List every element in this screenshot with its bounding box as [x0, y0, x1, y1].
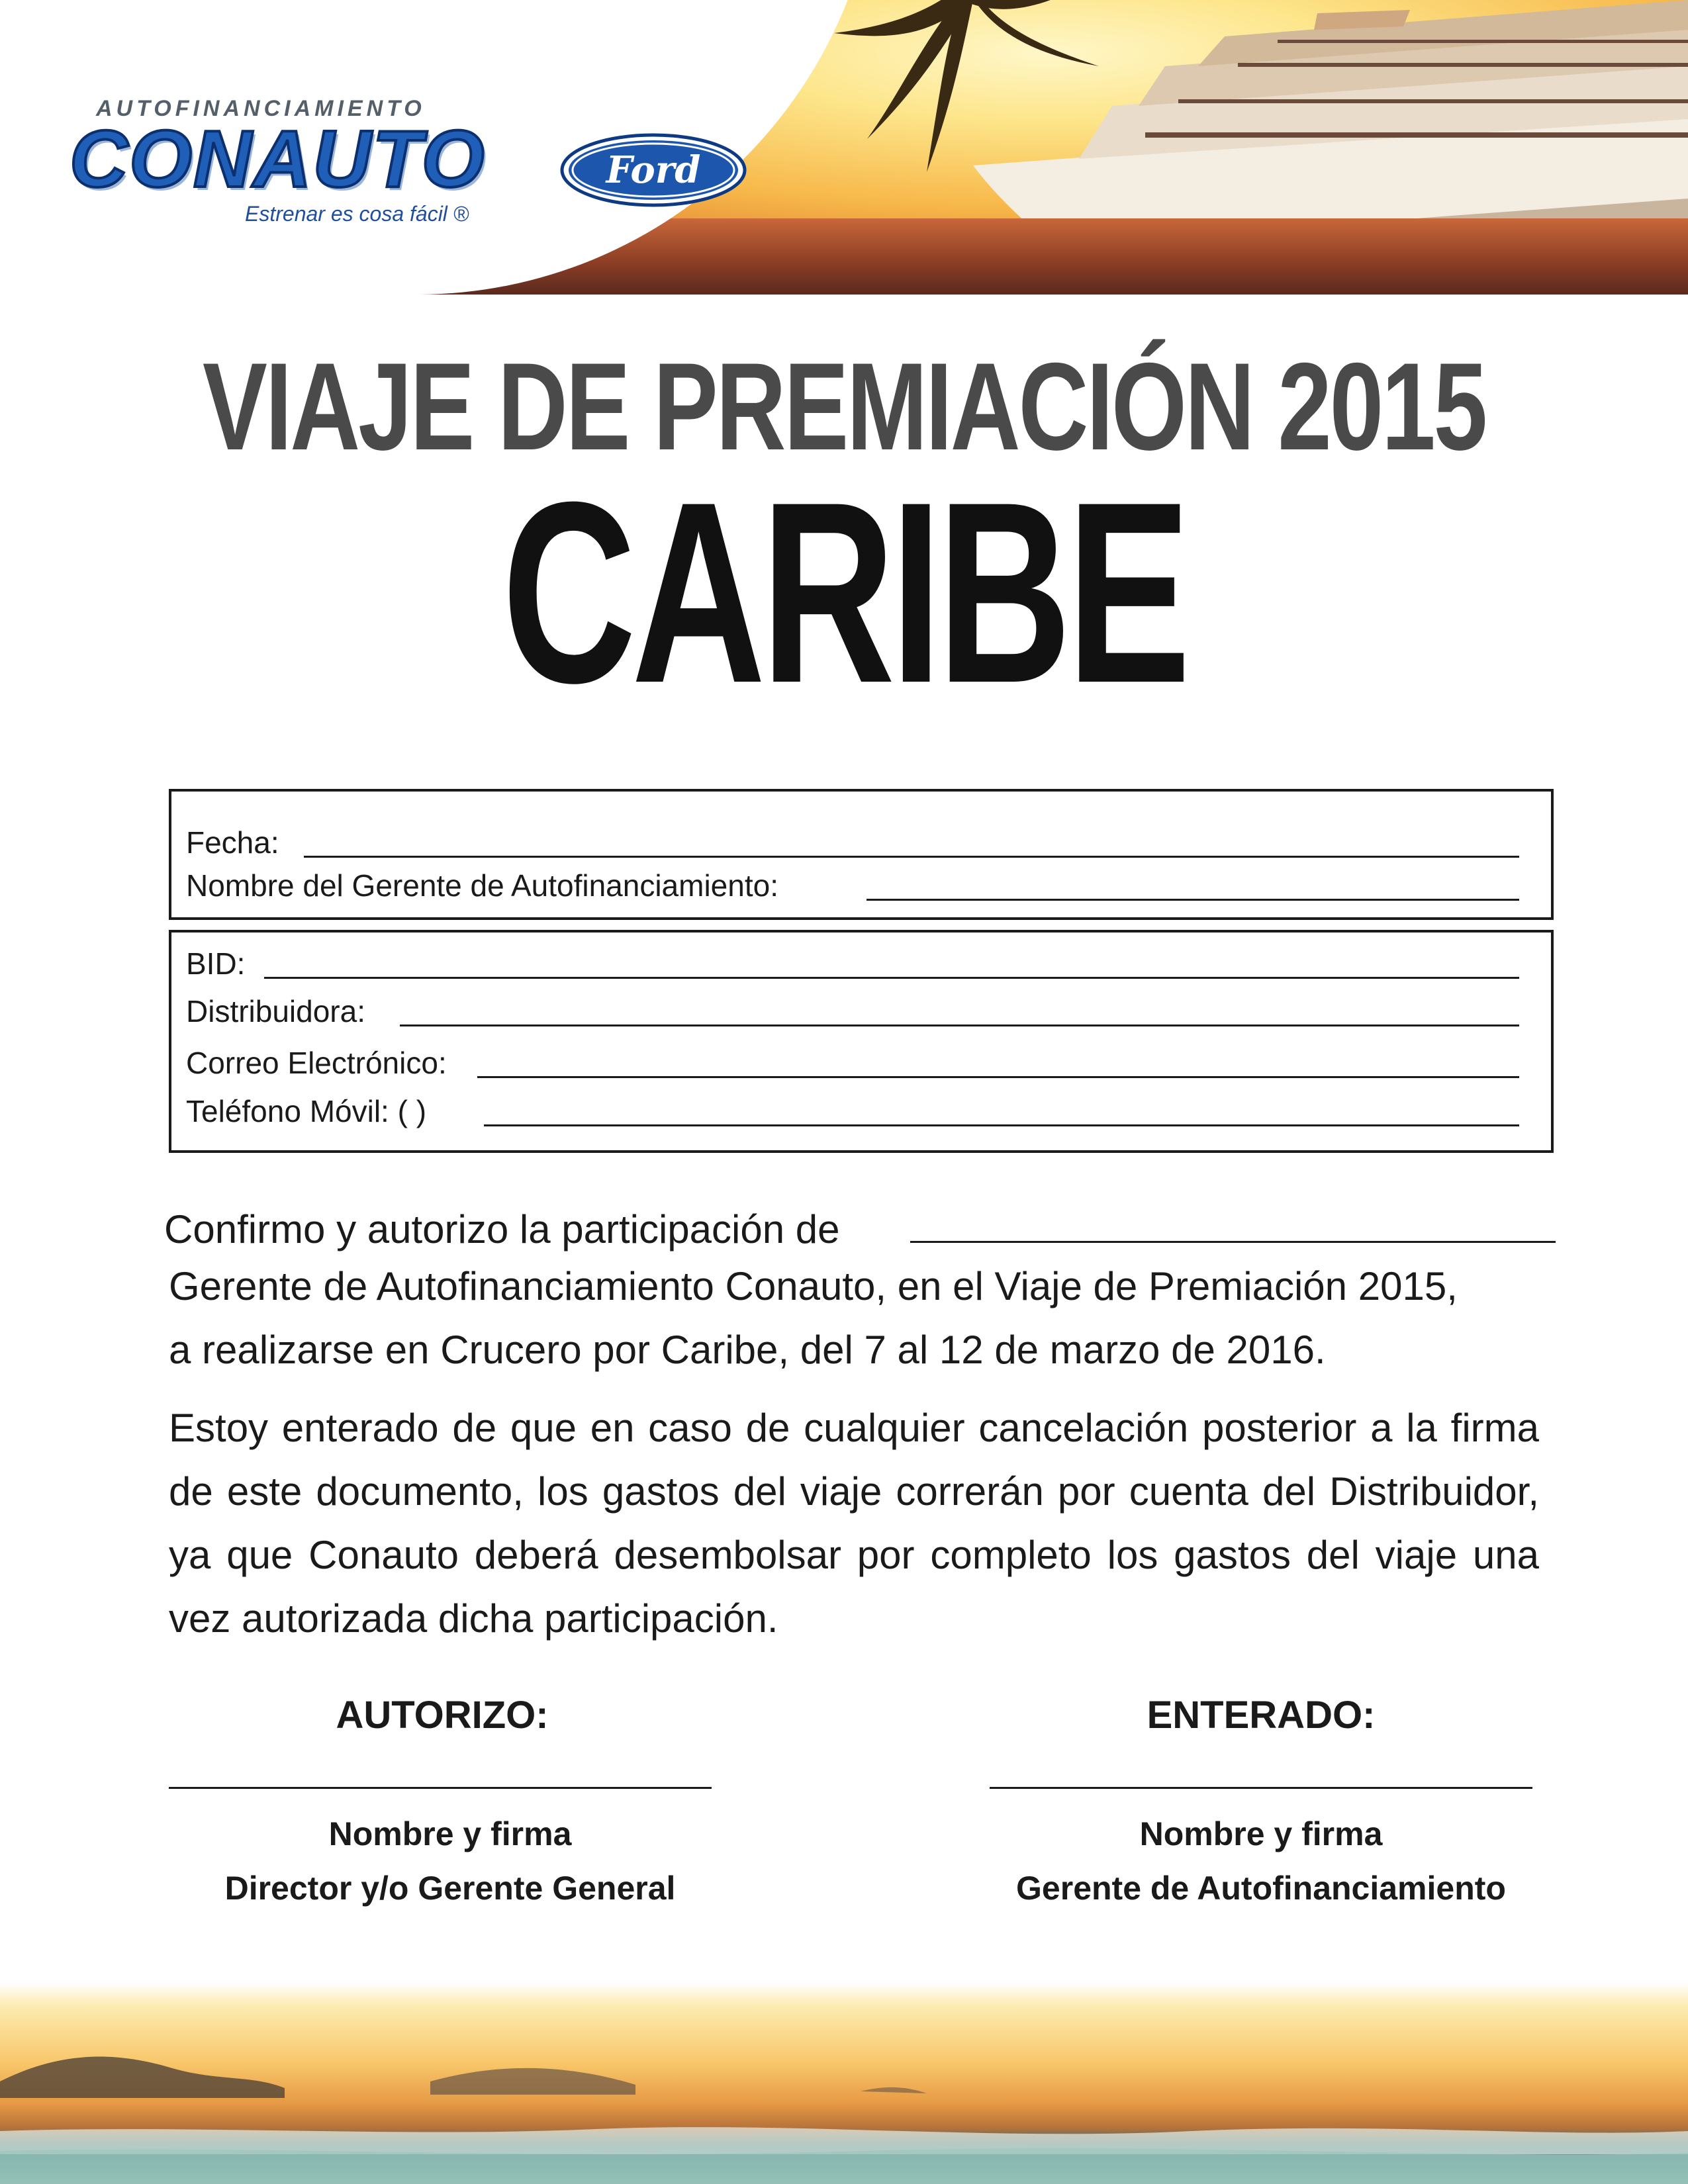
label-bid: BID:: [186, 946, 246, 981]
form-box-distributor: [169, 930, 1554, 1153]
logo-brand-name: CONAUTO: [70, 114, 486, 204]
input-correo[interactable]: [477, 1076, 1519, 1078]
header-photo: [0, 0, 1688, 295]
signature-left-heading: AUTORIZO:: [336, 1694, 549, 1737]
signature-right-caption: [963, 1807, 1559, 1915]
input-distribuidora[interactable]: [400, 1024, 1519, 1026]
signature-left-line[interactable]: [169, 1787, 712, 1789]
footer-landscape-graphic: [0, 1982, 1688, 2184]
signature-right-name-label: Nombre y firma: [1139, 1815, 1383, 1852]
ford-logo: [559, 132, 748, 208]
notice-paragraph: Estoy enterado de que en caso de cualquier cancelación posterior a la firma de este documento, los gastos del viaje correrán por cuenta del Distribuidor, ya que Conauto deberá desembolsar por completo los gastos del viaje una vez autorizada dicha participación.: [169, 1406, 1539, 1641]
field-gerente: [171, 868, 1551, 907]
input-gerente[interactable]: [867, 899, 1519, 901]
title-trip: VIAJE DE PREMIACIÓN 2015: [203, 337, 1485, 476]
confirm-text: Confirmo y autorizo la participación de: [164, 1207, 840, 1251]
signature-left-role: Director y/o Gerente General: [224, 1870, 676, 1907]
field-bid: [171, 946, 1551, 985]
signature-right-heading: ENTERADO:: [1147, 1694, 1376, 1737]
input-telefono[interactable]: [484, 1124, 1519, 1126]
field-correo: [171, 1045, 1551, 1085]
confirm-text-line3: a realizarse en Crucero por Caribe, del 7 al 12 de marzo de 2016.: [169, 1328, 1326, 1372]
logo-slogan: Estrenar es cosa fácil ®: [245, 202, 469, 226]
field-distribuidora: [171, 993, 1551, 1033]
conauto-logo: [70, 96, 701, 228]
signature-right-line[interactable]: [990, 1787, 1532, 1789]
signature-left-name-label: Nombre y firma: [328, 1815, 572, 1852]
logo-top-text: AUTOFINANCIAMIENTO: [96, 96, 426, 121]
label-distribuidora: Distribuidora:: [186, 994, 365, 1028]
input-participant-name[interactable]: [910, 1241, 1556, 1243]
label-gerente: Nombre del Gerente de Autofinanciamiento:: [186, 868, 778, 903]
ford-logo-text: Ford: [606, 148, 701, 192]
signature-right-role: Gerente de Autofinanciamiento: [1016, 1870, 1506, 1907]
footer-photo: [0, 1982, 1688, 2184]
title-destination: CARIBE: [502, 448, 1186, 737]
field-fecha: [171, 825, 1551, 864]
label-fecha: Fecha:: [186, 825, 279, 860]
field-telefono: [171, 1093, 1551, 1133]
label-telefono: Teléfono Móvil: ( ): [186, 1094, 427, 1128]
signature-left-caption: [152, 1807, 748, 1915]
label-correo: Correo Electrónico:: [186, 1046, 447, 1080]
input-fecha[interactable]: [304, 856, 1519, 858]
input-bid[interactable]: [264, 977, 1519, 979]
confirm-text-line2: Gerente de Autofinanciamiento Conauto, en el Viaje de Premiación 2015,: [169, 1264, 1458, 1308]
form-box-manager: [169, 789, 1554, 920]
